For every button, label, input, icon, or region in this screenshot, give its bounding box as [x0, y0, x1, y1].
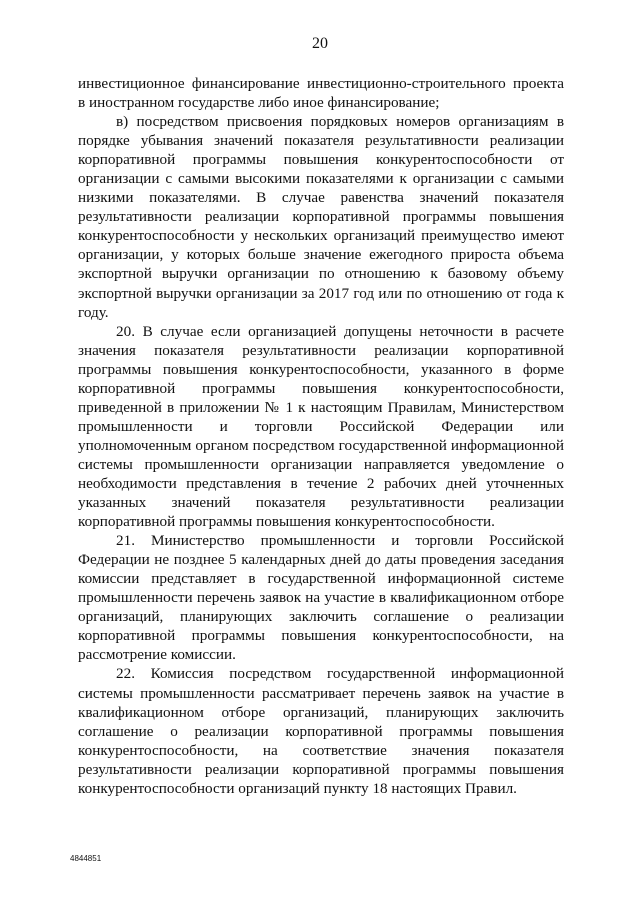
- paragraph-20: 20. В случае если организацией допущены неточности в расчете значения показателя результативности реализации корпоративной программы повышения конкурентоспособности, указанного в форме корпоративной программы повышения конкурентоспособности, приведенной в приложении № 1 к настоящим Правилам, Министерством промышленности и торговли Российской Федерации или уполномоченным органом посредством государственной информационной системы промышленности организации направляется уведомление о необходимости представления в течение 2 рабочих дней уточненных указанных значений показателя результативности реализации корпоративной программы повышения конкурентоспособности.: [78, 322, 564, 531]
- paragraph-22: 22. Комиссия посредством государственной информационной системы промышленности рассматривает перечень заявок на участие в квалификационном отборе организаций, планирующих заключить соглашение о реализации корпоративной программы повышения конкурентоспособности, на соответствие значения показателя результативности реализации корпоративной программы повышения конкурентоспособности организаций пункту 18 настоящих Правил.: [78, 665, 564, 797]
- page-number: 20: [312, 35, 328, 52]
- document-body: [78, 74, 564, 798]
- document-code: 4844851: [70, 854, 102, 863]
- paragraph-21: 21. Министерство промышленности и торговли Российской Федерации не позднее 5 календарных дней до даты проведения заседания комиссии представляет в государственной информационной системе промышленности перечень заявок на участие в квалификационном отборе организаций, планирующих заключить соглашение о реализации корпоративной программы повышения конкурентоспособности, на рассмотрение комиссии.: [78, 532, 564, 664]
- paragraph-continuation: инвестиционное финансирование инвестиционно-строительного проекта в иностранном государстве либо иное финансирование;: [78, 75, 564, 112]
- paragraph-item-v: в) посредством присвоения порядковых номеров организациям в порядке убывания значений показателя результативности реализации корпоративной программы повышения конкурентоспособности от организации с самыми высокими показателями к организации с самыми низкими показателями. В случае равенства значений показателя результативности реализации корпоративной программы повышения конкурентоспособности у нескольких организаций преимущество имеют организации, у которых больше значение ежегодного прироста объема экспортной выручки организации по отношению к базовому объему экспортной выручки организации за 2017 год или по отношению от года к году.: [78, 113, 564, 321]
